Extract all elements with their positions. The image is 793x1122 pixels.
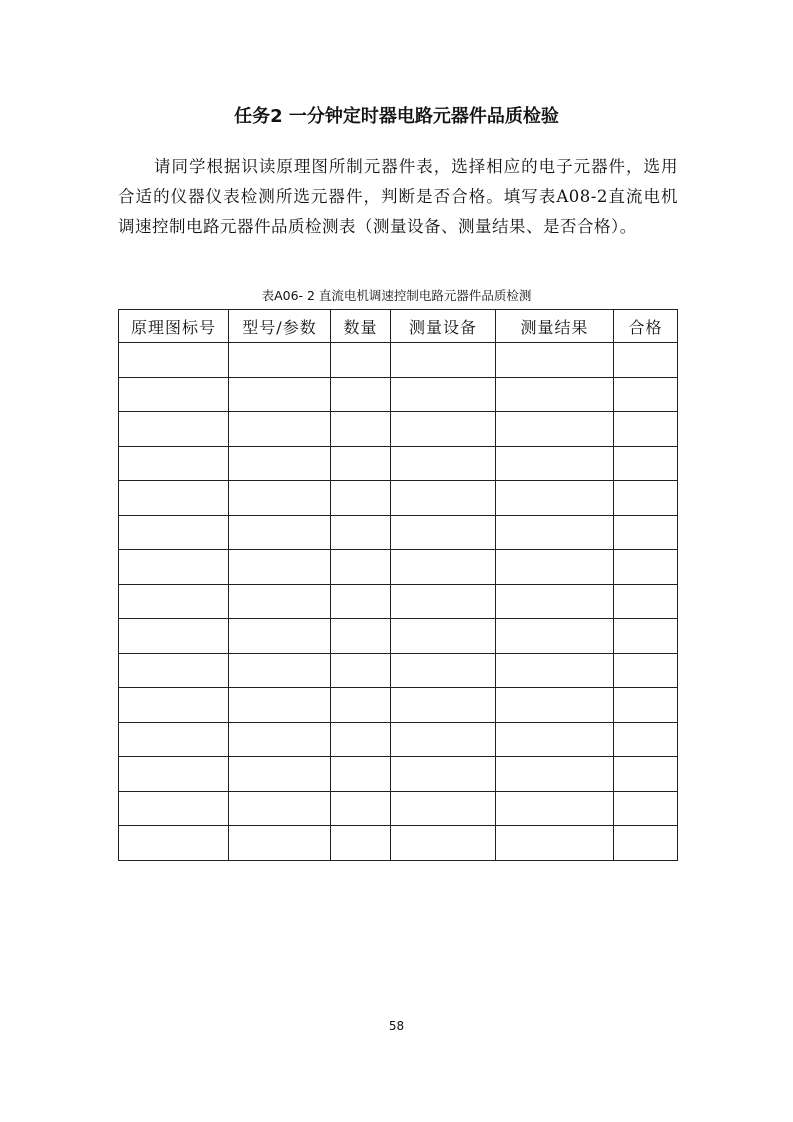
table-row <box>119 688 678 723</box>
table-cell[interactable] <box>496 619 614 654</box>
table-cell[interactable] <box>331 584 391 619</box>
table-cell[interactable] <box>391 584 496 619</box>
table-cell[interactable] <box>331 446 391 481</box>
table-cell[interactable] <box>119 791 229 826</box>
table-row <box>119 722 678 757</box>
table-row <box>119 791 678 826</box>
table-cell[interactable] <box>119 481 229 516</box>
table-cell[interactable] <box>614 481 678 516</box>
table-caption: 表A06- 2 直流电机调速控制电路元器件品质检测 <box>261 288 532 303</box>
table-cell[interactable] <box>229 757 331 792</box>
header-model-param: 型号/参数 <box>229 310 331 343</box>
header-test-result: 测量结果 <box>496 310 614 343</box>
table-cell[interactable] <box>119 515 229 550</box>
table-cell[interactable] <box>229 722 331 757</box>
table-cell[interactable] <box>229 377 331 412</box>
table-cell[interactable] <box>119 343 229 378</box>
header-quantity: 数量 <box>331 310 391 343</box>
table-cell[interactable] <box>331 515 391 550</box>
table-cell[interactable] <box>391 757 496 792</box>
table-cell[interactable] <box>391 688 496 723</box>
component-inspection-table <box>118 309 678 861</box>
table-cell[interactable] <box>229 584 331 619</box>
table-cell[interactable] <box>614 446 678 481</box>
table-cell[interactable] <box>119 412 229 447</box>
header-schematic-ref: 原理图标号 <box>119 310 229 343</box>
instruction-paragraph: 请同学根据识读原理图所制元器件表，选择相应的电子元器件，选用合适的仪器仪表检测所选元器件，判断是否合格。填写表A08-2直流电机调速控制电路元器件品质检测表（测量设备、测量结果、是否合格）。 <box>118 157 678 236</box>
table-cell[interactable] <box>496 550 614 585</box>
table-cell[interactable] <box>614 619 678 654</box>
table-cell[interactable] <box>614 584 678 619</box>
table-cell[interactable] <box>614 826 678 861</box>
table-cell[interactable] <box>391 412 496 447</box>
table-cell[interactable] <box>229 481 331 516</box>
table-cell[interactable] <box>391 481 496 516</box>
table-cell[interactable] <box>496 757 614 792</box>
table-cell[interactable] <box>391 446 496 481</box>
table-cell[interactable] <box>496 653 614 688</box>
table-cell[interactable] <box>496 377 614 412</box>
table-cell[interactable] <box>496 446 614 481</box>
table-cell[interactable] <box>391 653 496 688</box>
table-cell[interactable] <box>614 688 678 723</box>
table-row <box>119 653 678 688</box>
table-cell[interactable] <box>229 619 331 654</box>
table-cell[interactable] <box>496 791 614 826</box>
table-cell[interactable] <box>391 550 496 585</box>
table-cell[interactable] <box>331 791 391 826</box>
table-cell[interactable] <box>331 377 391 412</box>
table-cell[interactable] <box>119 722 229 757</box>
page-number: 58 <box>388 1019 405 1033</box>
table-cell[interactable] <box>391 722 496 757</box>
table-row <box>119 826 678 861</box>
table-cell[interactable] <box>614 412 678 447</box>
table-cell[interactable] <box>496 515 614 550</box>
table-cell[interactable] <box>496 412 614 447</box>
table-cell[interactable] <box>614 653 678 688</box>
table-row <box>119 412 678 447</box>
table-cell[interactable] <box>614 757 678 792</box>
table-cell[interactable] <box>496 722 614 757</box>
table-cell[interactable] <box>331 722 391 757</box>
table-cell[interactable] <box>331 412 391 447</box>
table-row <box>119 757 678 792</box>
table-cell[interactable] <box>614 722 678 757</box>
table-cell[interactable] <box>496 343 614 378</box>
header-qualified: 合格 <box>614 310 678 343</box>
table-cell[interactable] <box>391 791 496 826</box>
table-row <box>119 619 678 654</box>
table-cell[interactable] <box>391 619 496 654</box>
table-cell[interactable] <box>331 653 391 688</box>
table-cell[interactable] <box>119 688 229 723</box>
table-cell[interactable] <box>496 584 614 619</box>
table-cell[interactable] <box>331 619 391 654</box>
table-cell[interactable] <box>229 550 331 585</box>
table-cell[interactable] <box>229 515 331 550</box>
table-row <box>119 446 678 481</box>
table-cell[interactable] <box>119 446 229 481</box>
table-row <box>119 515 678 550</box>
table-row <box>119 584 678 619</box>
table-cell[interactable] <box>331 688 391 723</box>
table-cell[interactable] <box>331 343 391 378</box>
table-header-row <box>119 310 678 343</box>
table-cell[interactable] <box>614 550 678 585</box>
table-cell[interactable] <box>614 377 678 412</box>
table-cell[interactable] <box>119 377 229 412</box>
table-cell[interactable] <box>119 584 229 619</box>
table-cell[interactable] <box>496 688 614 723</box>
table-cell[interactable] <box>331 757 391 792</box>
table-cell[interactable] <box>496 826 614 861</box>
table-cell[interactable] <box>331 826 391 861</box>
table-cell[interactable] <box>331 550 391 585</box>
table-cell[interactable] <box>229 446 331 481</box>
table-cell[interactable] <box>119 826 229 861</box>
table-cell[interactable] <box>119 550 229 585</box>
header-test-equipment: 测量设备 <box>391 310 496 343</box>
table-cell[interactable] <box>391 826 496 861</box>
table-cell[interactable] <box>229 653 331 688</box>
table-cell[interactable] <box>229 412 331 447</box>
table-cell[interactable] <box>229 826 331 861</box>
table-row <box>119 550 678 585</box>
table-cell[interactable] <box>614 515 678 550</box>
table-cell[interactable] <box>119 653 229 688</box>
table-cell[interactable] <box>391 377 496 412</box>
table-row <box>119 343 678 378</box>
table-row <box>119 377 678 412</box>
table-cell[interactable] <box>391 343 496 378</box>
table-cell[interactable] <box>614 791 678 826</box>
table-cell[interactable] <box>496 481 614 516</box>
table-cell[interactable] <box>391 515 496 550</box>
page-title: 任务2 一分钟定时器电路元器件品质检验 <box>234 106 559 127</box>
table-cell[interactable] <box>229 791 331 826</box>
table-row <box>119 481 678 516</box>
table-cell[interactable] <box>331 481 391 516</box>
table-cell[interactable] <box>229 343 331 378</box>
table-cell[interactable] <box>119 619 229 654</box>
table-cell[interactable] <box>614 343 678 378</box>
table-cell[interactable] <box>119 757 229 792</box>
table-cell[interactable] <box>229 688 331 723</box>
